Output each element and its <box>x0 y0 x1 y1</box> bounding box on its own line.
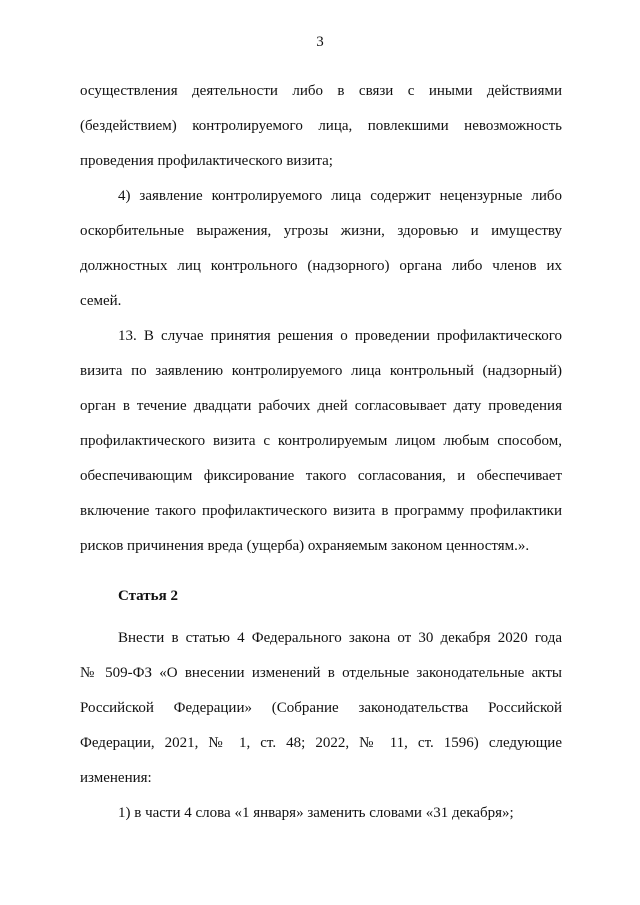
text-line: проведения профилактического визита; <box>80 153 333 169</box>
text-line: 1) в части 4 слова «1 января» заменить словами «31 декабря»; <box>118 805 514 821</box>
text-line: осуществления деятельности либо в связи с иными действиями <box>80 83 562 99</box>
text-line: визита по заявлению контролируемого лица контрольный (надзорный) <box>80 363 562 379</box>
paragraph-amendment-1 <box>80 796 562 831</box>
paragraph-continuation <box>80 74 562 179</box>
text-line: семей. <box>80 293 122 309</box>
text-line: рисков причинения вреда (ущерба) охраняемым законом ценностям.». <box>80 538 530 554</box>
text-line: (бездействием) контролируемого лица, повлекшими невозможность <box>80 118 562 134</box>
article-heading: Статья 2 <box>118 588 178 604</box>
text-line: должностных лиц контрольного (надзорного) органа либо членов их <box>80 258 562 274</box>
paragraph-article-intro <box>80 621 562 796</box>
text-line: № 509-ФЗ «О внесении изменений в отдельные законодательные акты <box>80 665 562 681</box>
text-line: Российской Федерации» (Собрание законодательства Российской <box>80 700 562 716</box>
text-line: обеспечивающим фиксирование такого согласования, и обеспечивает <box>80 468 562 484</box>
text-line: 4) заявление контролируемого лица содержит нецензурные либо <box>118 188 562 204</box>
text-line: орган в течение двадцати рабочих дней согласовывает дату проведения <box>80 398 562 414</box>
paragraph-item-4 <box>80 179 562 319</box>
paragraph-point-13 <box>80 319 562 564</box>
page-number: 3 <box>316 34 324 50</box>
text-line: 13. В случае принятия решения о проведении профилактического <box>118 328 562 344</box>
text-line: оскорбительные выражения, угрозы жизни, здоровью и имуществу <box>80 223 562 239</box>
text-line: профилактического визита с контролируемым лицом любым способом, <box>80 433 562 449</box>
text-line: включение такого профилактического визита в программу профилактики <box>80 503 562 519</box>
text-line: Внести в статью 4 Федерального закона от 30 декабря 2020 года <box>118 630 562 646</box>
text-line: Федерации, 2021, № 1, ст. 48; 2022, № 11, ст. 1596) следующие <box>80 735 562 751</box>
document-body <box>80 74 562 831</box>
text-line: изменения: <box>80 770 152 786</box>
